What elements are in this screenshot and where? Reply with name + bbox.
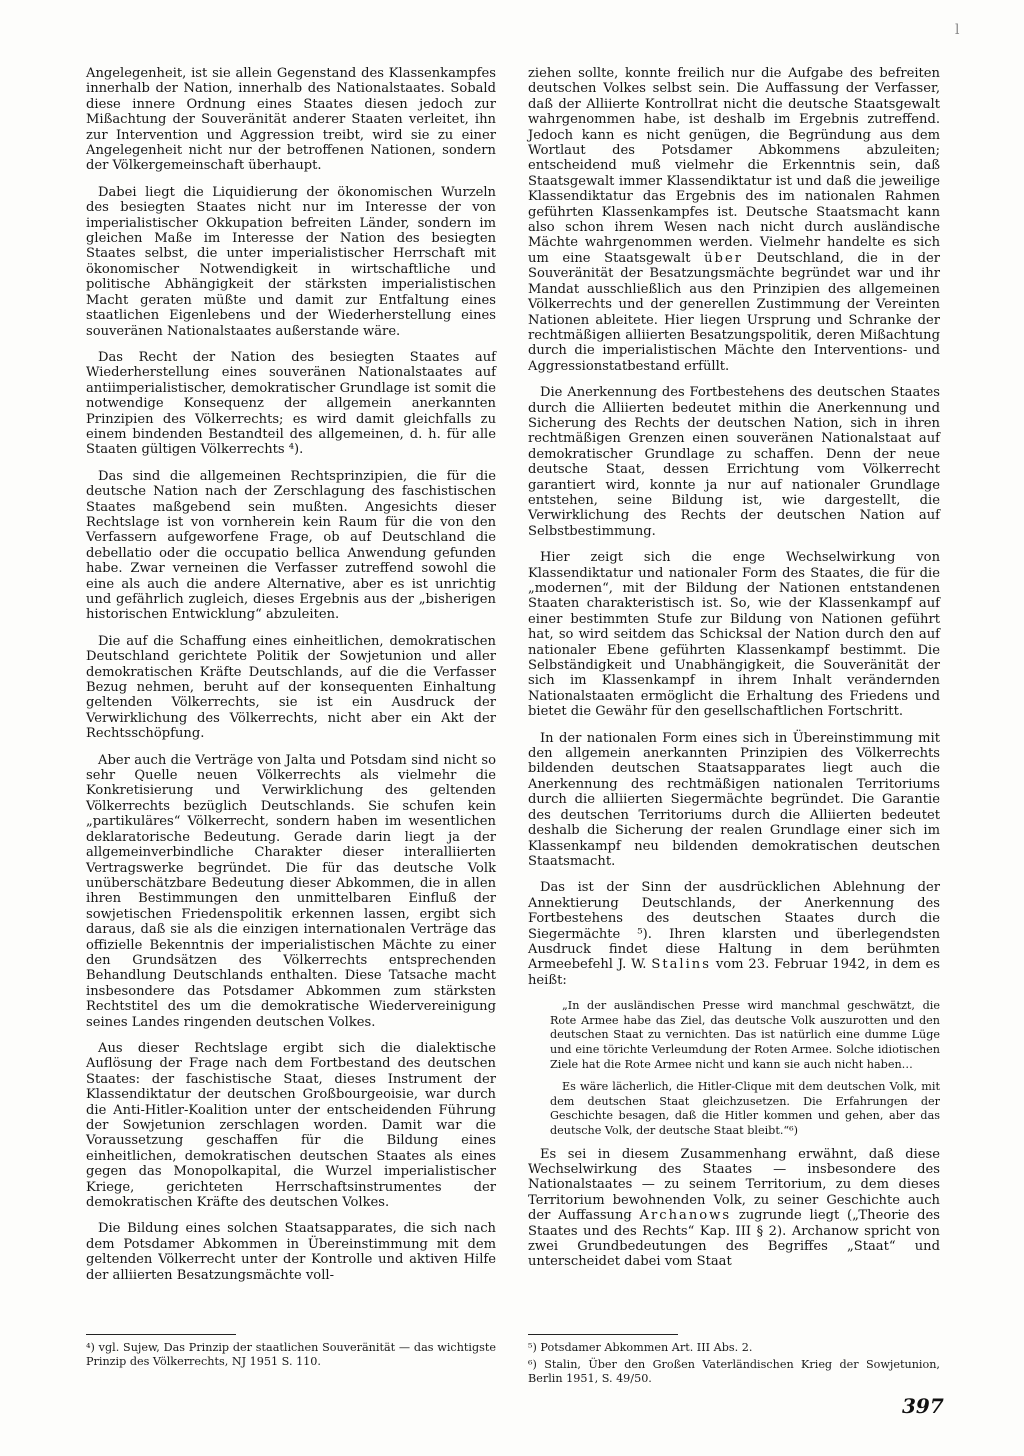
paragraph: Die auf die Schaffung eines einheitlichen, demokratischen Deutschland gerichtete Politik der Sowjetunion und aller demokratischen Kräfte Deutschlands, auf die die Verfasser Bezug nehmen, beruht auf der konsequenten Einhaltung geltenden Völkerrechts, sie ist ein Ausdruck der Verwirklichung des Völkerrechts, nicht aber ein Akt der Rechtsschöpfung. [86, 633, 496, 742]
paragraph: Aus dieser Rechtslage ergibt sich die dialektische Auflösung der Frage nach dem Fortbestand des deutschen Staates: der faschistische Staat, dieses Instrument der Klassendiktatur der deutschen Großbourgeoisie, war durch die Anti-Hitler-Koalition unter der entscheidenden Führung der Sowjetunion zerschlagen worden. Damit war die Voraussetzung geschaffen für die Bildung eines einheitlichen, demokratischen deutschen Staates als eines gegen das Monopolkapital, die Wurzel imperialistischer Kriege, gerichteten Herrschaftsinstrumentes der demokratischen Kräfte des deutschen Volkes. [86, 1040, 496, 1211]
paragraph: In der nationalen Form eines sich in Übereinstimmung mit den allgemein anerkannten Prinzipien des Völkerrechts bildenden deutschen Staatsapparates liegt auch die Anerkennung des rechtmäßigen nationalen Territoriums durch die alliierten Siegermächte begründet. Die Garantie des deutschen Territoriums durch die Alliierten bedeutet deshalb die Sicherung der realen Grundlage einer sich im Klassenkampf neu bildenden demokratischen deutschen Staatsmacht. [528, 730, 940, 869]
block-quote: Es wäre lächerlich, die Hitler-Clique mit dem deutschen Volk, mit dem deutschen Staat gleichzusetzen. Die Erfahrungen der Geschichte besagen, daß die Hitler kommen und gehen, aber das deutsche Volk, der deutsche Staat bleibt.“⁶) [550, 1080, 940, 1137]
paragraph-text: zugrunde liegt („Theorie des Staates und des Rechts“ Kap. III § 2). Archanow spricht von zwei Grundbedeutungen des Begriffes „Staat“ und unterscheidet dabei vom Staat [528, 1208, 940, 1270]
paragraph [528, 880, 940, 988]
paragraph: Das sind die allgemeinen Rechtsprinzipien, die für die deutsche Nation nach der Zerschlagung des faschistischen Staates maßgebend sein mußten. Angesichts dieser Rechtslage ist von vornherein kein Raum für die von den Verfassern aufgeworfene Frage, ob auf Deutschland die debellatio oder die occupatio bellica Anwendung gefunden habe. Zwar verneinen die Verfasser zutreffend sowohl die eine als auch die andere Alternative, aber es ist unrichtig und gefährlich zugleich, dieses Ergebnis aus der „bisherigen historischen Entwicklung“ abzuleiten. [86, 468, 496, 623]
paragraph: Aber auch die Verträge von Jalta und Potsdam sind nicht so sehr Quelle neuen Völkerrechts als vielmehr die Konkretisierung und Verwirklichung des geltenden Völkerrechts bezüglich Deutschlands. Sie schufen kein „partikuläres“ Völkerrecht, sondern haben im wesentlichen deklaratorische Bedeutung. Gerade darin liegt ja der allgemeinverbindliche Charakter dieser interalliierten Vertragswerke begründet. Die für das deutsche Volk unüberschätzbare Bedeutung dieser Abkommen, die in allen ihren Bestimmungen den unmittelbaren Einfluß der sowjetischen Friedenspolitik erkennen lassen, ergibt sich daraus, daß sie als die einzigen internationalen Verträge das offizielle Bekenntnis der imperialistischen Mächte zu einer den Grundsätzen des Völkerrechts entsprechenden Behandlung Deutschlands enthalten. Diese Tatsache macht insbesondere das Potsdamer Abkommen zum stärksten Rechtstitel des um die demokratische Wiedervereinigung seines Landes ringenden deutschen Volkes. [86, 752, 496, 1030]
footnote-rule [528, 1334, 678, 1335]
corner-mark: l [955, 22, 960, 38]
paragraph: Angelegenheit, ist sie allein Gegenstand des Klassenkampfes innerhalb der Nation, innerhalb des Nationalstaates. Sobald diese innere Ordnung eines Staates diesen jedoch zur Mißachtung der Souveränität anderer Staaten verleitet, ihn zur Intervention und Aggression treibt, wird sie zu einer Angelegenheit nicht nur der betroffenen Nationen, sondern der Völkergemeinschaft überhaupt. [86, 66, 496, 174]
paragraph: Die Bildung eines solchen Staatsapparates, die sich nach dem Potsdamer Abkommen in Übereinstimmung mit dem geltenden Völkerrecht unter der Kontrolle und aktiven Hilfe der alliierten Besatzungsmächte voll- [86, 1221, 496, 1283]
paragraph: Das Recht der Nation des besiegten Staates auf Wiederherstellung eines souveränen Nationalstaates auf antiimperialistischer, demokratischer Grundlage ist somit die notwendige Konsequenz der allgemein anerkannten Prinzipien des Völkerrechts; es wird damit gleichfalls zu einem bindenden Bestandteil des allgemeinen, d. h. für alle Staaten gültigen Völkerrechts ⁴). [86, 349, 496, 458]
spaced-word: Archanows [639, 1208, 732, 1224]
paragraph-text: Das ist der Sinn der ausdrücklichen Ablehnung der Annektierung Deutschlands, der Anerkennung des Fortbestehens des deutschen Staates durch die Siegermächte ⁵). Ihren klarsten und überlegendsten Ausdruck findet diese Haltung in dem berühmten Armeebefehl J. W. [528, 880, 940, 973]
spaced-word: über [704, 250, 743, 266]
footnotes-left [86, 1341, 496, 1372]
paragraph-text: Es sei in diesem Zusammenhang erwähnt, daß diese Wechselwirkung des Staates — insbesondere des Nationalstaates — zu seinem Territorium, zu dem dieses Territorium bewohnenden Volk, zu seiner Geschichte auch der Auffassung [528, 1146, 940, 1224]
left-column [86, 66, 496, 1294]
paragraph [528, 1147, 940, 1270]
paragraph: Die Anerkennung des Fortbestehens des deutschen Staates durch die Alliierten bedeutet mithin die Anerkennung und Sicherung des Rechts der deutschen Nation, sich in ihren rechtmäßigen Grenzen einen souveränen Nationalstaat auf demokratischer Grundlage zu schaffen. Denn der neue deutsche Staat, dessen Errichtung vom Völkerrecht garantiert wird, konnte ja nur auf nationaler Grundlage entstehen, seine Bildung ist, wie dargestellt, die Verwirklichung des Rechts der deutschen Nation auf Selbstbestimmung. [528, 385, 940, 539]
paragraph-text: vom 23. Februar 1942, in dem es heißt: [528, 957, 941, 988]
page-number: 397 [902, 1394, 944, 1418]
footnotes-right [528, 1341, 940, 1389]
right-column [528, 66, 940, 1281]
footnote-rule [86, 1334, 236, 1335]
footnote-4: ⁴) vgl. Sujew, Das Prinzip der staatlichen Souveränität — das wichtigste Prinzip des Völkerrechts, NJ 1951 S. 110. [86, 1341, 496, 1368]
block-quote: „In der ausländischen Presse wird manchmal geschwätzt, die Rote Armee habe das Ziel, das deutsche Volk auszurotten und den deutschen Staat zu vernichten. Das ist natürlich eine dumme Lüge und eine törichte Verleumdung der Roten Armee. Solche idiotischen Ziele hat die Rote Armee nicht und kann sie auch nicht haben… [550, 999, 940, 1071]
paragraph-text: ziehen sollte, konnte freilich nur die Aufgabe des befreiten deutschen Volkes selbst sein. Die Auffassung der Verfasser, daß der Alliierte Kontrollrat nicht die deutsche Staatsgewalt wahrgenommen habe, ist deshalb im Ergebnis zutreffend. Jedoch kann es nicht genügen, die Begründung aus dem Wortlaut des Potsdamer Abkommens abzuleiten; entscheidend muß vielmehr die Erkenntnis sein, daß Staatsgewalt immer Klassendiktatur ist und daß die jeweilige Klassendiktatur das Ergebnis des im nationalen Rahmen geführten Klassenkampfes ist. Deutsche Staatsmacht kann also schon ihrem Wesen nach nicht durch ausländische Mächte wahrgenommen werden. Vielmehr handelte es sich um eine Staatsgewalt [528, 66, 940, 266]
paragraph-text: Deutschland, die in der Souveränität der Besatzungsmächte begründet war und ihr Mandat ausschließlich aus den Prinzipien des allgemeinen Völkerrechts und der generellen Zustimmung der Vereinten Nationen ableitete. Hier liegen Ursprung und Schranke der rechtmäßigen alliierten Besatzungspolitik, deren Mißachtung durch die imperialistischen Mächte den Interventions- und Aggressionstatbestand erfüllt. [528, 250, 940, 374]
paragraph: Hier zeigt sich die enge Wechselwirkung von Klassendiktatur und nationaler Form des Staates, die für die „modernen“, mit der Bildung der Nationen entstandenen Staaten charakteristisch ist. So, wie der Klassenkampf auf einer bestimmten Stufe zur Bildung von Nationen geführt hat, so wird seitdem das Schicksal der Nation durch den auf nationaler Ebene geführten Klassenkampf bestimmt. Die Selbständigkeit und Unabhängigkeit, die Souveränität der sich im Klassenkampf in ihrem Inhalt verändernden Nationalstaaten ermöglicht die Erhaltung des Friedens und bietet die Gewähr für den gesellschaftlichen Fortschritt. [528, 550, 940, 720]
spaced-word: Stalins [651, 957, 711, 973]
paragraph: Dabei liegt die Liquidierung der ökonomischen Wurzeln des besiegten Staates nicht nur im Interesse der von imperialistischer Okkupation befreiten Länder, sondern im gleichen Maße im Interesse der Nation des besiegten Staates selbst, die unter imperialistischer Herrschaft mit ökonomischer Notwendigkeit in wirtschaftliche und politische Abhängigkeit der stärksten imperialistischen Macht geraten müßte und damit zur Entfaltung eines staatlichen Eigenlebens und der Wiederherstellung eines souveränen Nationalstaates außerstande wäre. [86, 184, 496, 339]
footnote-6: ⁶) Stalin, Über den Großen Vaterländischen Krieg der Sowjetunion, Berlin 1951, S. 49/50. [528, 1358, 940, 1385]
footnote-5: ⁵) Potsdamer Abkommen Art. III Abs. 2. [528, 1341, 753, 1354]
paragraph [528, 66, 940, 374]
